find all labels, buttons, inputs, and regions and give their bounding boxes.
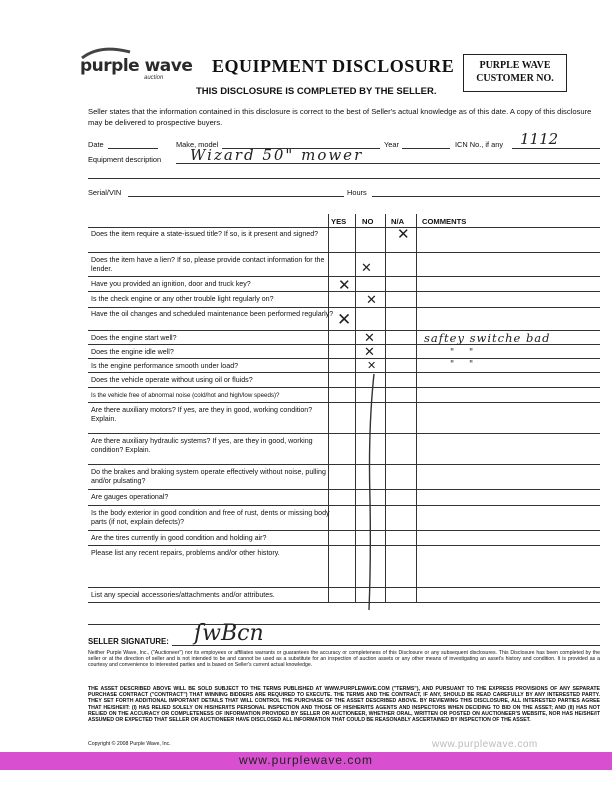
- continuation-line: [360, 370, 380, 620]
- signature-scrawl: ſwBcn: [194, 621, 264, 646]
- check-mark[interactable]: ✕: [364, 345, 375, 360]
- row-divider: [88, 402, 600, 403]
- question-keys: Have you provided an ignition, door and truck key?: [91, 280, 251, 288]
- row-divider: [88, 252, 600, 253]
- customer-box-line2: CUSTOMER NO.: [476, 73, 554, 84]
- question-tires: Are the tires currently in good condition and holding air?: [91, 534, 267, 542]
- question-oil-fluids: Does the vehicle operate without using oil or fluids?: [91, 376, 253, 384]
- date-label: Date: [88, 140, 104, 149]
- comment-handwritten: saftey switche bad: [424, 331, 551, 345]
- check-mark[interactable]: ✕: [366, 293, 377, 308]
- check-mark[interactable]: ✕: [361, 261, 372, 276]
- row-divider: [88, 372, 600, 373]
- row-divider: [88, 602, 600, 603]
- watermark: www.purplewave.com: [432, 739, 538, 750]
- page-title: EQUIPMENT DISCLOSURE: [212, 56, 455, 76]
- col-yes: YES: [331, 217, 347, 226]
- icn-value: 1112: [520, 130, 559, 148]
- row-divider: [88, 433, 600, 434]
- icn-field[interactable]: [512, 148, 600, 149]
- accessories-label: List any special accessories/attachments and/or attributes.: [91, 591, 275, 599]
- check-mark[interactable]: ✕: [364, 331, 375, 346]
- date-field[interactable]: [108, 148, 158, 149]
- question-gauges: Are gauges operational?: [91, 493, 169, 501]
- question-repairs: Please list any recent repairs, problems and/or other history.: [91, 549, 280, 557]
- blank-line: [88, 178, 600, 179]
- check-mark[interactable]: ✕: [397, 225, 410, 243]
- row-divider: [88, 624, 600, 625]
- question-title: Does the item require a state-issued title? If so, is it present and signed?: [91, 230, 319, 238]
- hours-label: Hours: [347, 188, 367, 197]
- question-brakes: Do the brakes and braking system operate effectively without noise, pulling and/or pulsating?: [91, 468, 326, 485]
- row-divider: [88, 358, 600, 359]
- serial-label: Serial/VIN: [88, 188, 122, 197]
- question-lien: Does the item have a lien? If so, please provide contact information for the lender.: [91, 256, 325, 273]
- question-aux-motors: Are there auxiliary motors? If yes, are they in good, working condition? Explain.: [91, 406, 313, 423]
- check-mark[interactable]: ✕: [338, 276, 351, 294]
- year-field[interactable]: [402, 148, 450, 149]
- ditto-mark: " ": [450, 360, 480, 370]
- row-divider: [88, 307, 600, 308]
- row-divider: [88, 227, 600, 228]
- hours-field[interactable]: [372, 196, 600, 197]
- footer-link[interactable]: www.purplewave.com: [238, 753, 374, 767]
- check-mark[interactable]: ✕: [337, 310, 352, 330]
- question-aux-hydraulics: Are there auxiliary hydraulic systems? If yes, are they in good, working condition? Explain.: [91, 437, 313, 454]
- check-mark[interactable]: ✕: [367, 359, 377, 372]
- question-body: Is the body exterior in good condition and free of rust, dents or missing body parts (if not, explain defects)?: [91, 509, 330, 526]
- col-divider: [355, 214, 356, 602]
- col-divider: [416, 214, 417, 602]
- serial-field[interactable]: [128, 196, 344, 197]
- col-na: N/A: [391, 217, 405, 226]
- signature-label: SELLER SIGNATURE:: [88, 637, 169, 646]
- disclaimer-text: Neither Purple Wave, Inc., ("Auctioneer") nor its employees or affiliates warrants or guarantees the accuracy or completeness of this Disclosure or any subsequent disclosures. This Disclosure has been completed by the seller or at the direction of seller and is not intended to be and cannot be used as a substitute for an inspection of auction assets or any other means of investigating an asset's history and condition. It is provided as a courtesy and convenience to interested parties and is based on Seller's current actual knowledge.: [88, 650, 600, 669]
- question-noise: Is the vehicle free of abnormal noise (cold/hot and high/low speeds)?: [91, 392, 280, 399]
- row-divider: [88, 587, 600, 588]
- subtitle: THIS DISCLOSURE IS COMPLETED BY THE SELLER.: [196, 86, 437, 97]
- ditto-mark: " ": [450, 348, 480, 358]
- equipment-label: Equipment description: [88, 155, 162, 164]
- row-divider: [88, 505, 600, 506]
- customer-number-box: [463, 54, 567, 92]
- question-engine-idle: Does the engine idle well?: [91, 348, 174, 356]
- copyright: Copyright © 2008 Purple Wave, Inc.: [88, 741, 171, 747]
- customer-box-line1: PURPLE WAVE: [479, 60, 551, 71]
- row-divider: [88, 545, 600, 546]
- question-check-engine: Is the check engine or any other trouble light regularly on?: [91, 295, 274, 303]
- logo-sub: auction: [144, 75, 164, 81]
- equipment-value: Wizard 50" mower: [190, 146, 364, 164]
- make-label: Make, model: [176, 140, 219, 149]
- col-comments: COMMENTS: [422, 217, 467, 226]
- row-divider: [88, 530, 600, 531]
- logo: [80, 56, 193, 81]
- row-divider: [88, 489, 600, 490]
- question-oil-changes: Have the oil changes and scheduled maintenance been performed regularly?: [91, 310, 334, 318]
- col-no: NO: [362, 217, 374, 226]
- year-label: Year: [384, 140, 399, 149]
- icn-label: ICN No., if any: [455, 140, 504, 149]
- intro-paragraph: Seller states that the information contained in this disclosure is correct to the best of Seller's actual knowledge as of this date. A copy of this disclosure may be delivered to prospective buyers.: [88, 107, 592, 127]
- col-divider: [385, 214, 386, 602]
- row-divider: [88, 464, 600, 465]
- row-divider: [88, 387, 600, 388]
- terms-text: THE ASSET DESCRIBED ABOVE WILL BE SOLD SUBJECT TO THE TERMS PUBLISHED AT WWW.PURPLEWAVE.COM ("TERMS"), AND PURSUANT TO THE EXPRESS PROVISIONS OF ANY SEPARATE PURCHASE CONTRACT ("CONTRACT") THAT WINNING BIDDERS ARE REQUIRED TO EXECUTE. THE TERMS AND THE CONTRACT, IF ANY, SHOULD BE READ CAREFULLY BY ANY INTERESTED PARTY. THEY SET FORTH ADDITIONAL IMPORTANT DETAILS THAT WILL CONTROL THE PURCHASE OF THE ASSET DESCRIBED ABOVE. BY REVIEWING THIS DISCLOSURE, ALL INTERESTED PARTIES AGREE THAT HE/SHE/IT: (I) HAS RELIED SOLELY ON HIS/HER/ITS PERSONAL INSPECTION AND THOSE OF HIS/HER/ITS AGENTS AND INSPECTORS WHEN DECIDING TO BID ON THE ASSET; AND (II) HAS NOT RELIED ON THE ACCURACY OR COMPLETENESS OF INFORMATION PROVIDED BY SELLER OR AUCTIONEER, WHETHER ORAL, WRITTEN OR POSTED ON AUCTIONEER'S WEBSITE, NOR HAS HE/SHE/IT ASSUMED OR EXPECTED THAT SELLER OR AUCTIONEER HAVE DISCLOSED ALL INFORMATION THAT COULD BE REASONABLY ASCERTAINED BY INSPECTION OF THE ASSET.: [88, 686, 600, 724]
- question-engine-start: Does the engine start well?: [91, 334, 177, 342]
- logo-wave-icon: [80, 46, 132, 60]
- logo-text: purple wave: [80, 56, 193, 76]
- question-engine-performance: Is the engine performance smooth under load?: [91, 362, 239, 370]
